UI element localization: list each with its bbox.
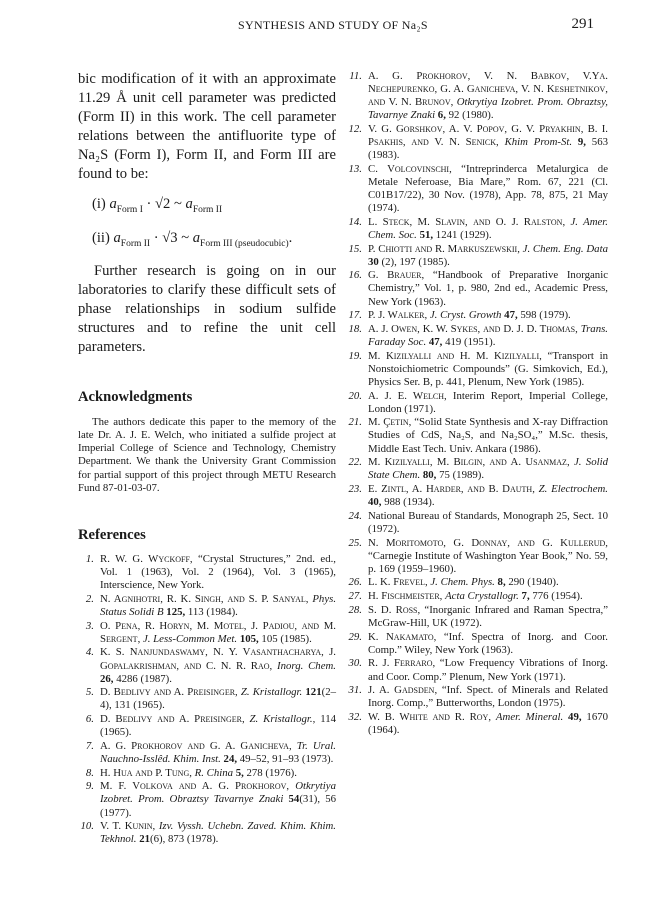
reference-journal: Tr. Ural. Nauchno-Isslêd. Khim. Inst. — [100, 739, 336, 765]
reference-number: 9. — [85, 780, 94, 793]
intro-paragraph: bic modification of it with an approximate 11.29 Å unit cell parameter was predicted (Form II) in this work. The cell parameter relations between the antifluorite type of Na₂S (Form I), Form II, and Form III are found to be: — [78, 71, 336, 182]
reference-number: 29. — [348, 630, 362, 643]
reference-item: 17. P. J. Walker, J. Cryst. Growth 47, 598 (1979). — [346, 309, 608, 322]
acknowledgments-heading: Acknowledgments — [78, 388, 193, 405]
reference-details: (6), 873 (1978). — [150, 833, 219, 846]
reference-volume: 80, — [420, 469, 437, 482]
reference-authors: E. Zintl, A. Harder, and B. Dauth — [368, 483, 533, 496]
reference-details: , “Carnegie Institute of Washington Year Book,” No. 59, p. 169 (1959–1960). — [368, 536, 608, 575]
reference-journal: J. Chem. Phys. — [430, 576, 495, 589]
reference-authors: M. Kizilyalli and H. M. Kizilyalli — [368, 349, 540, 362]
reference-volume: 30 — [368, 255, 379, 268]
reference-item — [346, 684, 608, 710]
reference-item: 27. H. Fischmeister, Acta Crystallogr. 7, 776 (1954). — [346, 590, 608, 603]
reference-item — [78, 553, 336, 592]
reference-number: 15. — [348, 242, 362, 255]
reference-volume: 24, — [220, 753, 238, 765]
reference-volume: 125, — [163, 606, 186, 618]
reference-item — [346, 269, 608, 308]
reference-volume: 5, — [233, 766, 244, 779]
reference-volume: 6, — [435, 109, 446, 122]
reference-number: 31. — [348, 684, 362, 697]
reference-item: 15. P. Chiotti and R. Markuszewskii, J. Chem. Eng. Data 30 (2), 197 (1985). — [346, 243, 608, 269]
reference-details: 278 (1976). — [243, 766, 297, 779]
reference-details: , “Handbook of Preparative Inorganic Chemistry,” Vol. 1, p. 980, 2nd ed., Academic Press, New York (1963). — [368, 269, 608, 308]
reference-details: 598 (1979). — [517, 309, 571, 322]
reference-volume: 9, — [572, 136, 586, 149]
reference-journal: J. Chem. Eng. Data — [522, 242, 608, 255]
reference-item: 12. V. G. Gorshkov, A. V. Popov, G. V. Pryakhin, B. I. Psakhis, and V. N. Senick, Khim Prom-St. 9, 563 (1983). — [346, 123, 608, 162]
reference-journal: Z. Kristallogr. — [240, 686, 303, 699]
reference-authors: C. Volcovinschi — [368, 162, 450, 175]
reference-authors: V. G. Gorshkov, A. V. Popov, G. V. Pryakhin, B. I. Psakhis, and V. N. Senick — [368, 122, 608, 149]
reference-details: 1670 (1964). — [368, 710, 609, 737]
reference-item — [346, 510, 608, 536]
acknowledgments-text: The authors dedicate this paper to the memory of the late Dr. A. J. E. Welch, who initiated a sulfide project at Imperial College of Science and Technology, Chemistry Department. We thank the University Grant Commission for partial support of this project through METU Research Fund 87-01-03-07. — [78, 415, 336, 494]
reference-authors: A. G. Prokhorov, V. N. Babkov, V.Ya. Nechepurenko, G. A. Ganicheva, V. N. Keshetnikov, and V. N. Brunov — [368, 70, 608, 109]
reference-number: 11. — [349, 70, 362, 82]
reference-volume: 47, — [426, 336, 443, 349]
reference-details: 4286 (1987). — [113, 672, 172, 685]
reference-item: 2. N. Agnihotri, R. K. Singh, and S. P. Sanyal, Phys. Status Solidi B 125, 113 (1984). — [78, 593, 336, 619]
reference-journal: Acta Crystallogr. — [445, 590, 519, 603]
reference-item — [346, 390, 608, 416]
reference-number: 25. — [348, 536, 362, 549]
reference-number: 13. — [348, 162, 362, 175]
reference-authors: L. Steck, M. Slavin, and O. J. Ralston — [368, 215, 563, 228]
right-column — [346, 70, 608, 738]
reference-item: 6. D. Bedlivy and A. Preisinger, Z. Kristallogr., 114 (1965). — [78, 713, 336, 739]
reference-item — [346, 657, 608, 683]
reference-item: 4. K. S. Nanjundaswamy, N. Y. Vasanthacharya, J. Gopalakrishman, and C. N. R. Rao, Inorg. Chem. 26, 4286 (1987). — [78, 646, 336, 685]
equation-1: (i) $a_{Form I} \cdot √2$ ~ $a_{Form II}$ — [92, 196, 223, 215]
reference-authors: N. Agnihotri, R. K. Singh, and S. P. Sanyal — [100, 592, 306, 605]
reference-number: 3. — [85, 619, 94, 632]
reference-number: 23. — [348, 483, 362, 496]
references-list-right — [346, 70, 608, 737]
reference-item — [346, 163, 608, 215]
reference-authors: P. J. Walker — [368, 309, 425, 322]
reference-details: , “Inorganic Infrared and Raman Spectra,” McGraw-Hill, UK (1972). — [368, 603, 608, 629]
reference-details: (2–4), 131 (1965). — [100, 686, 336, 712]
reference-authors: A. J. E. Welch — [368, 389, 445, 402]
reference-number: 22. — [348, 456, 362, 469]
reference-number: 21. — [348, 416, 362, 429]
reference-details: 1241 (1929). — [433, 228, 492, 241]
reference-details: 113 (1984). — [185, 606, 238, 618]
reference-item: 7. A. G. Prokhorov and G. A. Ganicheva, Tr. Ural. Nauchno-Isslêd. Khim. Inst. 24, 49–52, 91–93 (1973). — [78, 740, 336, 766]
reference-details: , “Solid State Synthesis and X-ray Diffraction Studies of CdS, Na₂S, and Na₂SO₄,” M.Sc. thesis, Middle East Tech. Univ. Ankara (1986). — [368, 416, 608, 455]
reference-item — [346, 537, 608, 576]
reference-volume: 121 — [302, 686, 322, 699]
reference-journal: Izv. Vyssh. Uchebn. Zaved. Khim. Khim. Tekhnol. — [100, 820, 336, 846]
reference-authors: R. J. Ferraro — [368, 657, 433, 670]
reference-number: 17. — [348, 309, 362, 322]
reference-number: 20. — [348, 389, 362, 402]
reference-item — [346, 416, 608, 455]
reference-details: , “Transport in Nonstoichiometric Compounds” (G. Simkovich, Ed.), Physics Ser. B, p. 441, Plenum, New York (1985). — [368, 349, 608, 388]
reference-details: 114 (1965). — [100, 713, 336, 739]
equation-2: (ii) $a_{Form II} \cdot √3$ ~ $a_{Form III (pseudocubic)}$. — [92, 229, 293, 249]
reference-details: 988 (1934). — [381, 496, 435, 509]
reference-number: 2. — [85, 592, 94, 605]
reference-number: 27. — [348, 590, 362, 603]
further-research-paragraph: Further research is going on in our laboratories to clarify these difficult sets of phase relationships in sodium sulfide structures and to refine the unit cell parameters. — [78, 262, 336, 355]
reference-authors: H. Fischmeister — [368, 590, 440, 603]
reference-number: 30. — [348, 657, 362, 670]
reference-volume: 7, — [518, 590, 530, 603]
reference-details: 563 (1983). — [368, 136, 608, 162]
reference-item: 8. H. Hua and P. Tung, R. China 5, 278 (1976). — [78, 767, 336, 780]
reference-details: 92 (1980). — [445, 109, 494, 122]
reference-details: , “Low Frequency Vibrations of Inorg. and Coor. Comp.” Plenum, New York (1971). — [368, 657, 608, 683]
reference-journal: Khim Prom-St. — [504, 136, 573, 149]
reference-item — [346, 631, 608, 657]
reference-details: 75 (1989). — [436, 469, 485, 482]
reference-item: 23. E. Zintl, A. Harder, and B. Dauth, Z. Electrochem. 40, 988 (1934). — [346, 483, 608, 509]
reference-details: 105 (1985). — [258, 632, 312, 645]
reference-number: 12. — [348, 122, 362, 135]
reference-item: 26. L. K. Frevel, J. Chem. Phys. 8, 290 (1940). — [346, 576, 608, 589]
reference-authors: N. Moritomoto, G. Donnay, and G. Kullerud — [368, 536, 606, 549]
reference-number: 26. — [348, 576, 362, 589]
reference-authors: K. S. Nanjundaswamy, N. Y. Vasanthacharya, J. Gopalakrishman, and C. N. R. Rao — [100, 646, 336, 672]
reference-details: (31), 56 (1977). — [100, 793, 337, 819]
reference-authors: A. J. Owen, K. W. Sykes, and D. J. D. Thomas — [368, 322, 576, 335]
reference-number: 14. — [348, 215, 362, 228]
reference-authors: M. Çetin — [368, 416, 409, 429]
reference-authors: V. T. Kunin — [100, 820, 153, 833]
reference-journal: J. Less-Common Met. — [142, 632, 238, 645]
reference-item: 14. L. Steck, M. Slavin, and O. J. Ralston, J. Amer. Chem. Soc. 51, 1241 (1929). — [346, 216, 608, 242]
reference-volume: 51, — [416, 228, 434, 241]
references-list-left — [78, 553, 336, 846]
reference-item: 10. V. T. Kunin, Izv. Vyssh. Uchebn. Zaved. Khim. Khim. Tekhnol. 21(6), 873 (1978). — [78, 820, 336, 846]
reference-item — [346, 350, 608, 389]
reference-item: 11. A. G. Prokhorov, V. N. Babkov, V.Ya. Nechepurenko, G. A. Ganicheva, V. N. Keshetnikov, and V. N. Brunov, Otkrytiya Izobret. Prom. Obraztsy, Tavarnye Znaki 6, 92 (1980). — [346, 70, 608, 122]
reference-volume: 105, — [237, 632, 259, 645]
reference-journal: Otkrytiya Izobret. Prom. Obraztsy, Tavarnye Znaki — [368, 96, 608, 122]
reference-authors: P. Chiotti and R. Markuszewskii — [368, 242, 518, 255]
reference-item: 32. W. B. White and R. Roy, Amer. Mineral. 49, 1670 (1964). — [346, 711, 608, 737]
reference-number: 19. — [348, 349, 362, 362]
reference-authors: D. Bedlivy and A. Preisinger — [100, 713, 242, 726]
reference-authors: H. Hua and P. Tung — [100, 766, 190, 779]
reference-number: 6. — [85, 713, 94, 726]
reference-authors: J. A. Gadsden — [368, 684, 435, 697]
reference-item: 22. M. Kizilyalli, M. Bilgin, and A. Usanmaz, J. Solid State Chem. 80, 75 (1989). — [346, 456, 608, 482]
reference-item: 3. O. Pena, R. Horyn, M. Motel, J. Padiou, and M. Sergent, J. Less-Common Met. 105, 105 (1985). — [78, 620, 336, 646]
reference-authors: S. D. Ross — [368, 603, 418, 616]
reference-number: 7. — [85, 739, 94, 752]
page-number: 291 — [571, 16, 594, 32]
reference-number: 1. — [85, 553, 94, 566]
reference-journal: Amer. Mineral. — [495, 710, 564, 723]
reference-authors: A. G. Prokhorov and G. A. Ganicheva — [100, 739, 289, 752]
reference-journal: J. Solid State Chem. — [368, 456, 608, 482]
reference-authors: G. Brauer — [368, 269, 422, 282]
reference-details: , “Crystal Structures,” 2nd. ed., Vol. 1 (1963), Vol. 2 (1964), Vol. 3 (1965), Interscience, New York. — [100, 553, 336, 592]
reference-details: 49–52, 91–93 (1973). — [237, 753, 334, 765]
reference-authors: M. F. Volkova and A. G. Prokhorov — [100, 780, 287, 793]
reference-volume: 49, — [563, 710, 582, 723]
reference-details: 776 (1954). — [529, 590, 583, 603]
reference-details: National Bureau of Standards, Monograph 25, Sect. 10 (1972). — [368, 509, 608, 535]
reference-details: , “Intreprinderca Metalurgica de Metale Neferoase, Bia Mare,” Rom. 67, 221 (Cl. C01B17/22), 30 Nov. (1978), App. 78, 875, 21 May (1974). — [368, 162, 608, 215]
reference-item: 5. D. Bedlivy and A. Preisinger, Z. Kristallogr. 121(2–4), 131 (1965). — [78, 686, 336, 712]
reference-volume: 26, — [100, 672, 114, 685]
reference-volume: 47, — [501, 309, 518, 322]
running-title: SYNTHESIS AND STUDY OF Na₂S — [238, 18, 428, 32]
reference-volume: 54 — [283, 793, 300, 806]
reference-journal: R. China — [194, 766, 234, 779]
reference-number: 5. — [85, 686, 94, 699]
reference-number: 28. — [348, 603, 362, 616]
reference-authors: L. K. Frevel — [368, 576, 425, 589]
reference-details: , “Inf. Spectra of Inorg. and Coor. Comp.” Wiley, New York (1963). — [368, 630, 608, 656]
reference-journal: Z. Kristallogr., — [249, 713, 316, 726]
reference-journal: J. Amer. Chem. Soc. — [368, 215, 609, 241]
running-header — [0, 18, 672, 38]
reference-item: 9. M. F. Volkova and A. G. Prokhorov, Otkrytiya Izobret. Prom. Obraztsy Tavarnye Znaki 54(31), 56 (1977). — [78, 780, 336, 819]
reference-authors: O. Pena, R. Horyn, M. Motel, J. Padiou, and M. Sergent — [100, 619, 336, 645]
reference-number: 8. — [85, 766, 94, 779]
reference-journal: Inorg. Chem. — [277, 659, 336, 672]
reference-number: 4. — [85, 646, 94, 659]
reference-volume: 8, — [494, 576, 506, 589]
reference-journal: Phys. Status Solidi B — [100, 592, 337, 618]
reference-authors: D. Bedlivy and A. Preisinger — [100, 686, 236, 699]
reference-details: 419 (1951). — [442, 336, 496, 349]
reference-number: 24. — [348, 509, 362, 522]
reference-journal: Trans. Faraday Soc. — [368, 322, 608, 349]
reference-item — [346, 604, 608, 630]
reference-authors: K. Nakamato — [368, 630, 434, 643]
reference-journal: J. Cryst. Growth — [429, 309, 502, 322]
reference-details: 290 (1940). — [505, 576, 559, 589]
reference-volume: 40, — [368, 496, 382, 509]
reference-item: 18. A. J. Owen, K. W. Sykes, and D. J. D. Thomas, Trans. Faraday Soc. 47, 419 (1951). — [346, 323, 608, 349]
reference-number: 32. — [348, 710, 362, 723]
reference-details: (2), 197 (1985). — [378, 255, 450, 268]
reference-volume: 21 — [136, 833, 150, 846]
reference-authors: M. Kizilyalli, M. Bilgin, and A. Usanmaz — [368, 456, 567, 469]
reference-number: 18. — [348, 322, 362, 335]
reference-journal: Z. Electrochem. — [538, 483, 608, 496]
reference-details: , “Inf. Spect. of Minerals and Related Inorg. Comp.,” Butterworths, London (1975). — [368, 684, 608, 710]
left-column — [78, 70, 336, 847]
reference-details: , Interim Report, Imperial College, London (1971). — [368, 389, 609, 415]
reference-authors: W. B. White and R. Roy — [368, 710, 489, 723]
reference-journal: Otkrytiya Izobret. Prom. Obraztsy Tavarnye Znaki — [100, 780, 336, 806]
reference-authors: R. W. G. Wyckoff — [100, 553, 190, 566]
reference-number: 10. — [80, 820, 94, 833]
references-heading: References — [78, 527, 146, 544]
reference-number: 16. — [348, 269, 362, 282]
